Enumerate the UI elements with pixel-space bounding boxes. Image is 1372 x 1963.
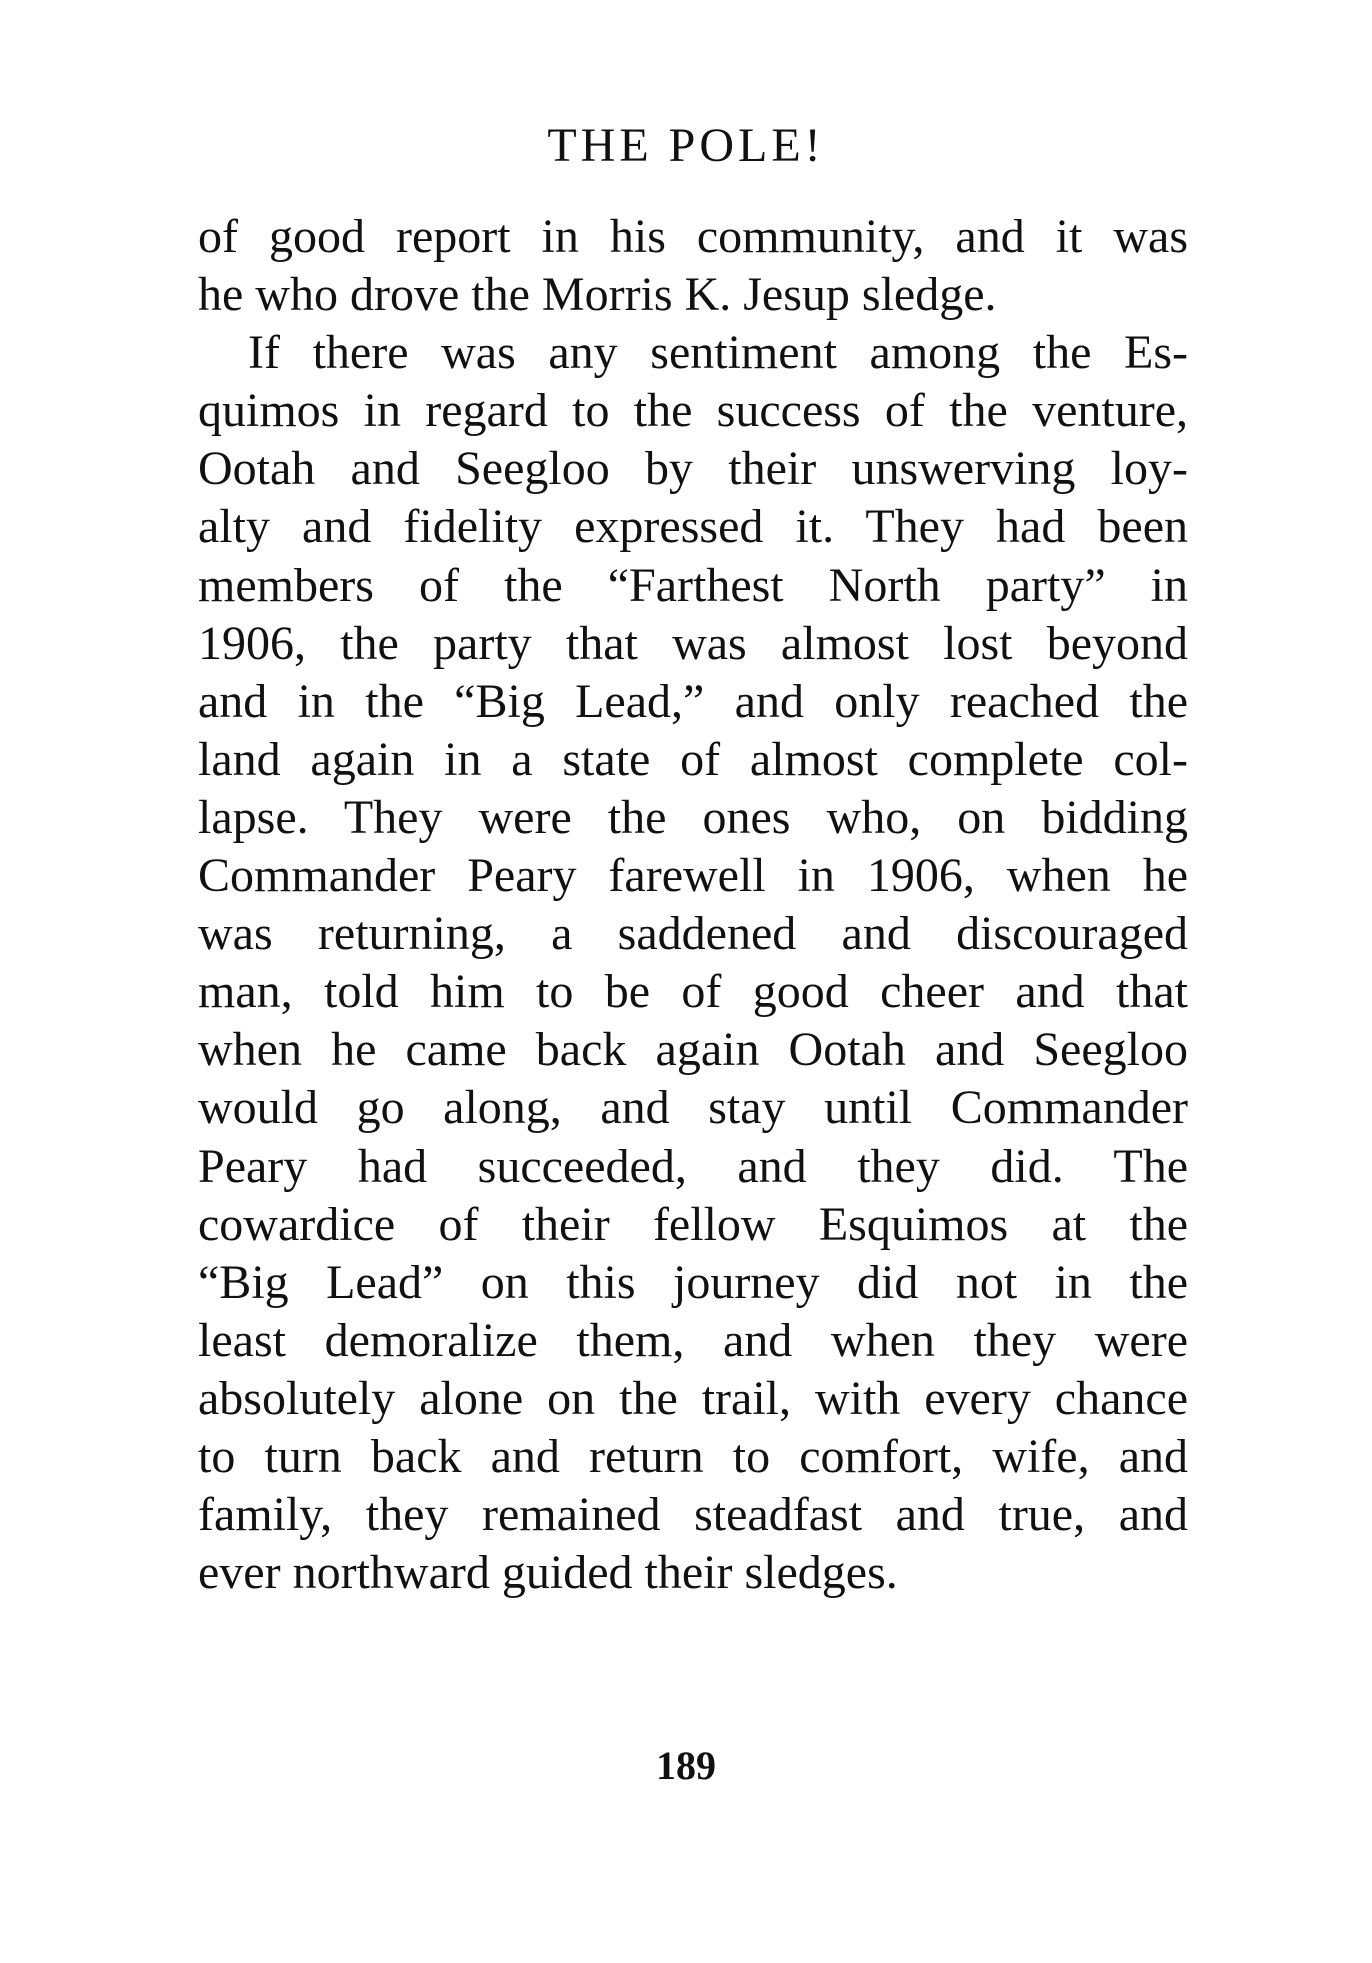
paragraph [198,324,1188,1602]
text-line: Commander Peary farewell in 1906, when he [198,849,1188,903]
text-line: 1906, the party that was almost lost beyond [198,616,1188,670]
text-line: of good report in his community, and it was [198,210,1188,263]
text-line: lapse. They were the ones who, on bidding [198,790,1188,844]
text-line: If there was any sentiment among the Es- [248,326,1188,380]
running-head: THE POLE! [547,119,825,172]
text-line: and in the “Big Lead,” and only reached the [198,674,1188,728]
text-line: Peary had succeeded, and they did. The [198,1139,1188,1193]
body-text [198,208,1188,1602]
text-line: Ootah and Seegloo by their unswerving loy- [198,442,1188,496]
text-line: when he came back again Ootah and Seegloo [198,1023,1188,1077]
text-line: was returning, a saddened and discouraged [198,907,1188,961]
text-line: would go along, and stay until Commander [198,1081,1188,1135]
text-line: ever northward guided their sledges. [198,1546,898,1600]
text-line: least demoralize them, and when they were [198,1313,1188,1367]
text-line: absolutely alone on the trail, with every chance [198,1371,1188,1425]
text-line: quimos in regard to the success of the venture, [198,384,1188,438]
text-line: family, they remained steadfast and true, and [198,1488,1188,1542]
text-line: cowardice of their fellow Esquimos at the [198,1197,1188,1251]
text-line: members of the “Farthest North party” in [198,558,1188,612]
text-line: man, told him to be of good cheer and that [198,965,1188,1019]
paragraph-continued [198,208,1188,324]
text-line: to turn back and return to comfort, wife, and [198,1429,1188,1483]
text-line: land again in a state of almost complete col- [198,732,1188,786]
text-line: alty and fidelity expressed it. They had been [198,500,1188,554]
text-line: “Big Lead” on this journey did not in the [198,1255,1188,1309]
text-line: he who drove the Morris K. Jesup sledge. [198,268,997,322]
page-number: 189 [656,1743,716,1788]
